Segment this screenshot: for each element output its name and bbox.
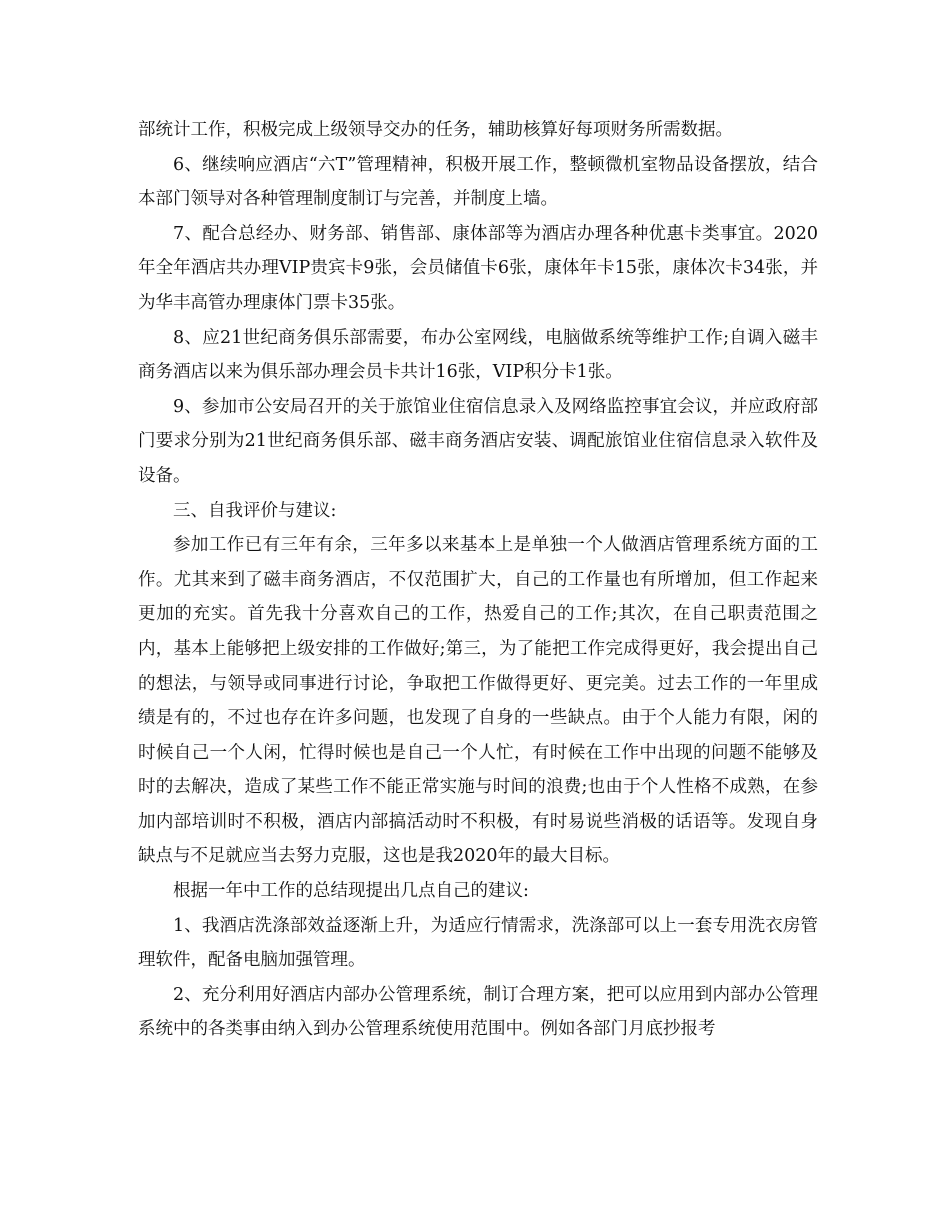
- paragraph-suggestion-2: 2、充分利用好酒店内部办公管理系统，制订合理方案，把可以应用到内部办公管理系统中的各类事由纳入到办公管理系统使用范围中。例如各部门月底抄报考: [138, 984, 818, 1040]
- paragraph-self-evaluation: 参加工作已有三年有余，三年多以来基本上是单独一个人做酒店管理系统方面的工作。尤其来到了磁丰商务酒店，不仅范围扩大，自己的工作量也有所增加，但工作起来更加的充实。首先我十分喜欢自己的工作，热爱自己的工作;其次，在自己职责范围之内，基本上能够把上级安排的工作做好;第三，为了能把工作完成得更好，我会提出自己的想法，与领导或同事进行讨论，争取把工作做得更好、更完美。过去工作的一年里成绩是有的，不过也存在许多问题，也发现了自身的一些缺点。由于个人能力有限，闲的时候自己一个人闲，忙得时候也是自己一个人忙，有时候在工作中出现的问题不能够及时的去解决，造成了某些工作不能正常实施与时间的浪费;也由于个人性格不成熟，在参加内部培训时不积极，酒店内部搞活动时不积极，有时易说些消极的话语等。发现自身缺点与不足就应当去努力克服，这也是我2020年的最大目标。: [138, 535, 818, 867]
- paragraph-suggestions-intro: 根据一年中工作的总结现提出几点自己的建议:: [173, 881, 529, 902]
- paragraph-item-8: 8、应21世纪商务俱乐部需要，布办公室网线，电脑做系统等维护工作;自调入磁丰商务酒店以来为俱乐部办理会员卡共计16张，VIP积分卡1张。: [138, 327, 818, 383]
- paragraph-item-7: 7、配合总经办、财务部、销售部、康体部等为酒店办理各种优惠卡类事宜。2020年全年酒店共办理VIP贵宾卡9张，会员储值卡6张，康体年卡15张，康体次卡34张，并为华丰高管办理康体门票卡35张。: [138, 223, 818, 313]
- section-heading-self-evaluation: 三、自我评价与建议:: [173, 500, 337, 521]
- paragraph-item-6: 6、继续响应酒店“六T”管理精神，积极开展工作，整顿微机室物品设备摆放，结合本部门领导对各种管理制度制订与完善，并制度上墙。: [138, 154, 818, 210]
- paragraph-item-9: 9、参加市公安局召开的关于旅馆业住宿信息录入及网络监控事宜会议，并应政府部门要求分别为21世纪商务俱乐部、磁丰商务酒店安装、调配旅馆业住宿信息录入软件及设备。: [138, 396, 818, 486]
- paragraph-finance-continuation: 部统计工作，积极完成上级领导交办的任务，辅助核算好每项财务所需数据。: [138, 120, 733, 140]
- paragraph-suggestion-1: 1、我酒店洗涤部效益逐渐上升，为适应行情需求，洗涤部可以上一套专用洗衣房管理软件，配备电脑加强管理。: [138, 915, 818, 971]
- document-body: [138, 113, 818, 1047]
